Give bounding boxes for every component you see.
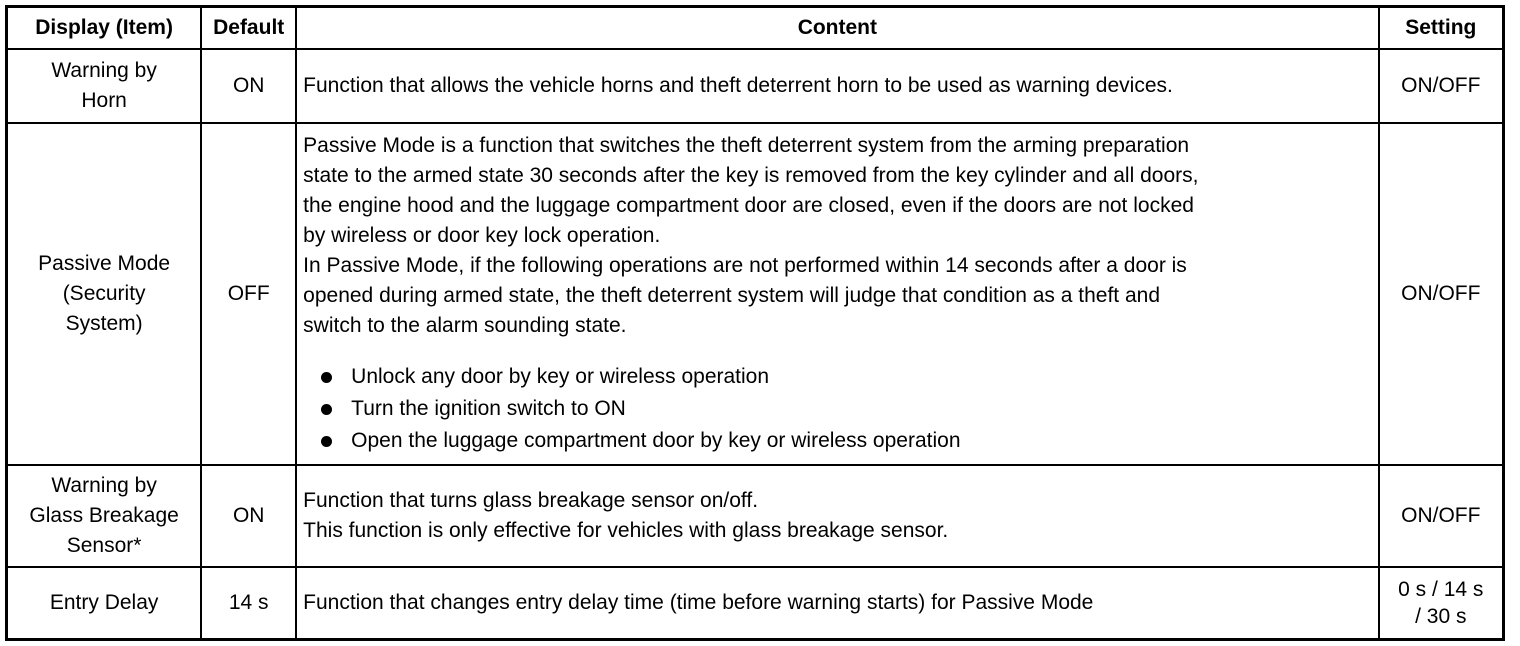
bullet-icon xyxy=(321,372,332,383)
header-display: Display (Item) xyxy=(7,7,202,50)
display-cell xyxy=(7,123,202,465)
content-line: Passive Mode is a function that switches the theft deterrent system from the arming preparation xyxy=(303,134,1190,157)
header-content: Content xyxy=(296,7,1378,50)
content-cell xyxy=(296,49,1378,123)
display-line: Horn xyxy=(81,89,127,112)
display-line: Sensor* xyxy=(66,534,142,557)
list-item xyxy=(303,425,1371,457)
content-line: state to the armed state 30 seconds after the key is removed from the key cylinder and all doors, xyxy=(303,164,1199,187)
display-line: System) xyxy=(65,312,143,335)
setting-line: 0 s / 14 s xyxy=(1398,578,1484,601)
content-line: Function that allows the vehicle horns and theft deterrent horn to be used as warning devices. xyxy=(303,74,1173,97)
content-cell xyxy=(296,567,1378,640)
operation-list xyxy=(303,361,1371,457)
list-item-text: Unlock any door by key or wireless operation xyxy=(351,365,770,388)
setting-cell xyxy=(1379,567,1504,640)
bullet-icon xyxy=(321,436,332,447)
content-line: This function is only effective for vehicles with glass breakage sensor. xyxy=(303,519,949,542)
content-line: the engine hood and the luggage compartment door are closed, even if the doors are not locked xyxy=(303,194,1194,217)
content-line: Function that changes entry delay time (time before warning starts) for Passive Mode xyxy=(303,591,1094,614)
default-cell: ON xyxy=(201,49,296,123)
default-cell: ON xyxy=(201,465,296,567)
table-row xyxy=(7,49,1504,123)
default-cell: OFF xyxy=(201,123,296,465)
display-line: Warning by xyxy=(51,59,157,82)
display-line: Entry Delay xyxy=(49,591,159,614)
setting-line: ON/OFF xyxy=(1401,74,1481,97)
content-line: Function that turns glass breakage sensor on/off. xyxy=(303,489,759,512)
setting-cell xyxy=(1379,465,1504,567)
settings-table xyxy=(5,5,1505,641)
table-row xyxy=(7,123,1504,465)
setting-line: ON/OFF xyxy=(1401,504,1481,527)
content-line: switch to the alarm sounding state. xyxy=(303,314,627,337)
setting-cell xyxy=(1379,123,1504,465)
display-line: Warning by xyxy=(51,474,157,497)
list-item xyxy=(303,361,1371,393)
header-row xyxy=(7,7,1504,50)
display-line: Glass Breakage xyxy=(29,504,179,527)
content-line: opened during armed state, the theft deterrent system will judge that condition as a theft and xyxy=(303,284,1161,307)
display-cell xyxy=(7,49,202,123)
list-item xyxy=(303,393,1371,425)
content-line: by wireless or door key lock operation. xyxy=(303,224,661,247)
default-cell: 14 s xyxy=(201,567,296,640)
list-item-text: Turn the ignition switch to ON xyxy=(351,397,626,420)
header-setting: Setting xyxy=(1379,7,1504,50)
setting-cell xyxy=(1379,49,1504,123)
content-cell xyxy=(296,123,1378,465)
display-line: Passive Mode xyxy=(38,252,171,275)
content-line: In Passive Mode, if the following operations are not performed within 14 seconds after a door is xyxy=(303,254,1187,277)
setting-line: / 30 s xyxy=(1415,605,1467,628)
header-default: Default xyxy=(201,7,296,50)
setting-line: ON/OFF xyxy=(1401,282,1481,305)
table-row xyxy=(7,567,1504,640)
display-line: (Security xyxy=(62,282,146,305)
table-row xyxy=(7,465,1504,567)
content-cell xyxy=(296,465,1378,567)
list-item-text: Open the luggage compartment door by key or wireless operation xyxy=(351,429,961,452)
display-cell xyxy=(7,465,202,567)
display-cell xyxy=(7,567,202,640)
bullet-icon xyxy=(321,404,332,415)
